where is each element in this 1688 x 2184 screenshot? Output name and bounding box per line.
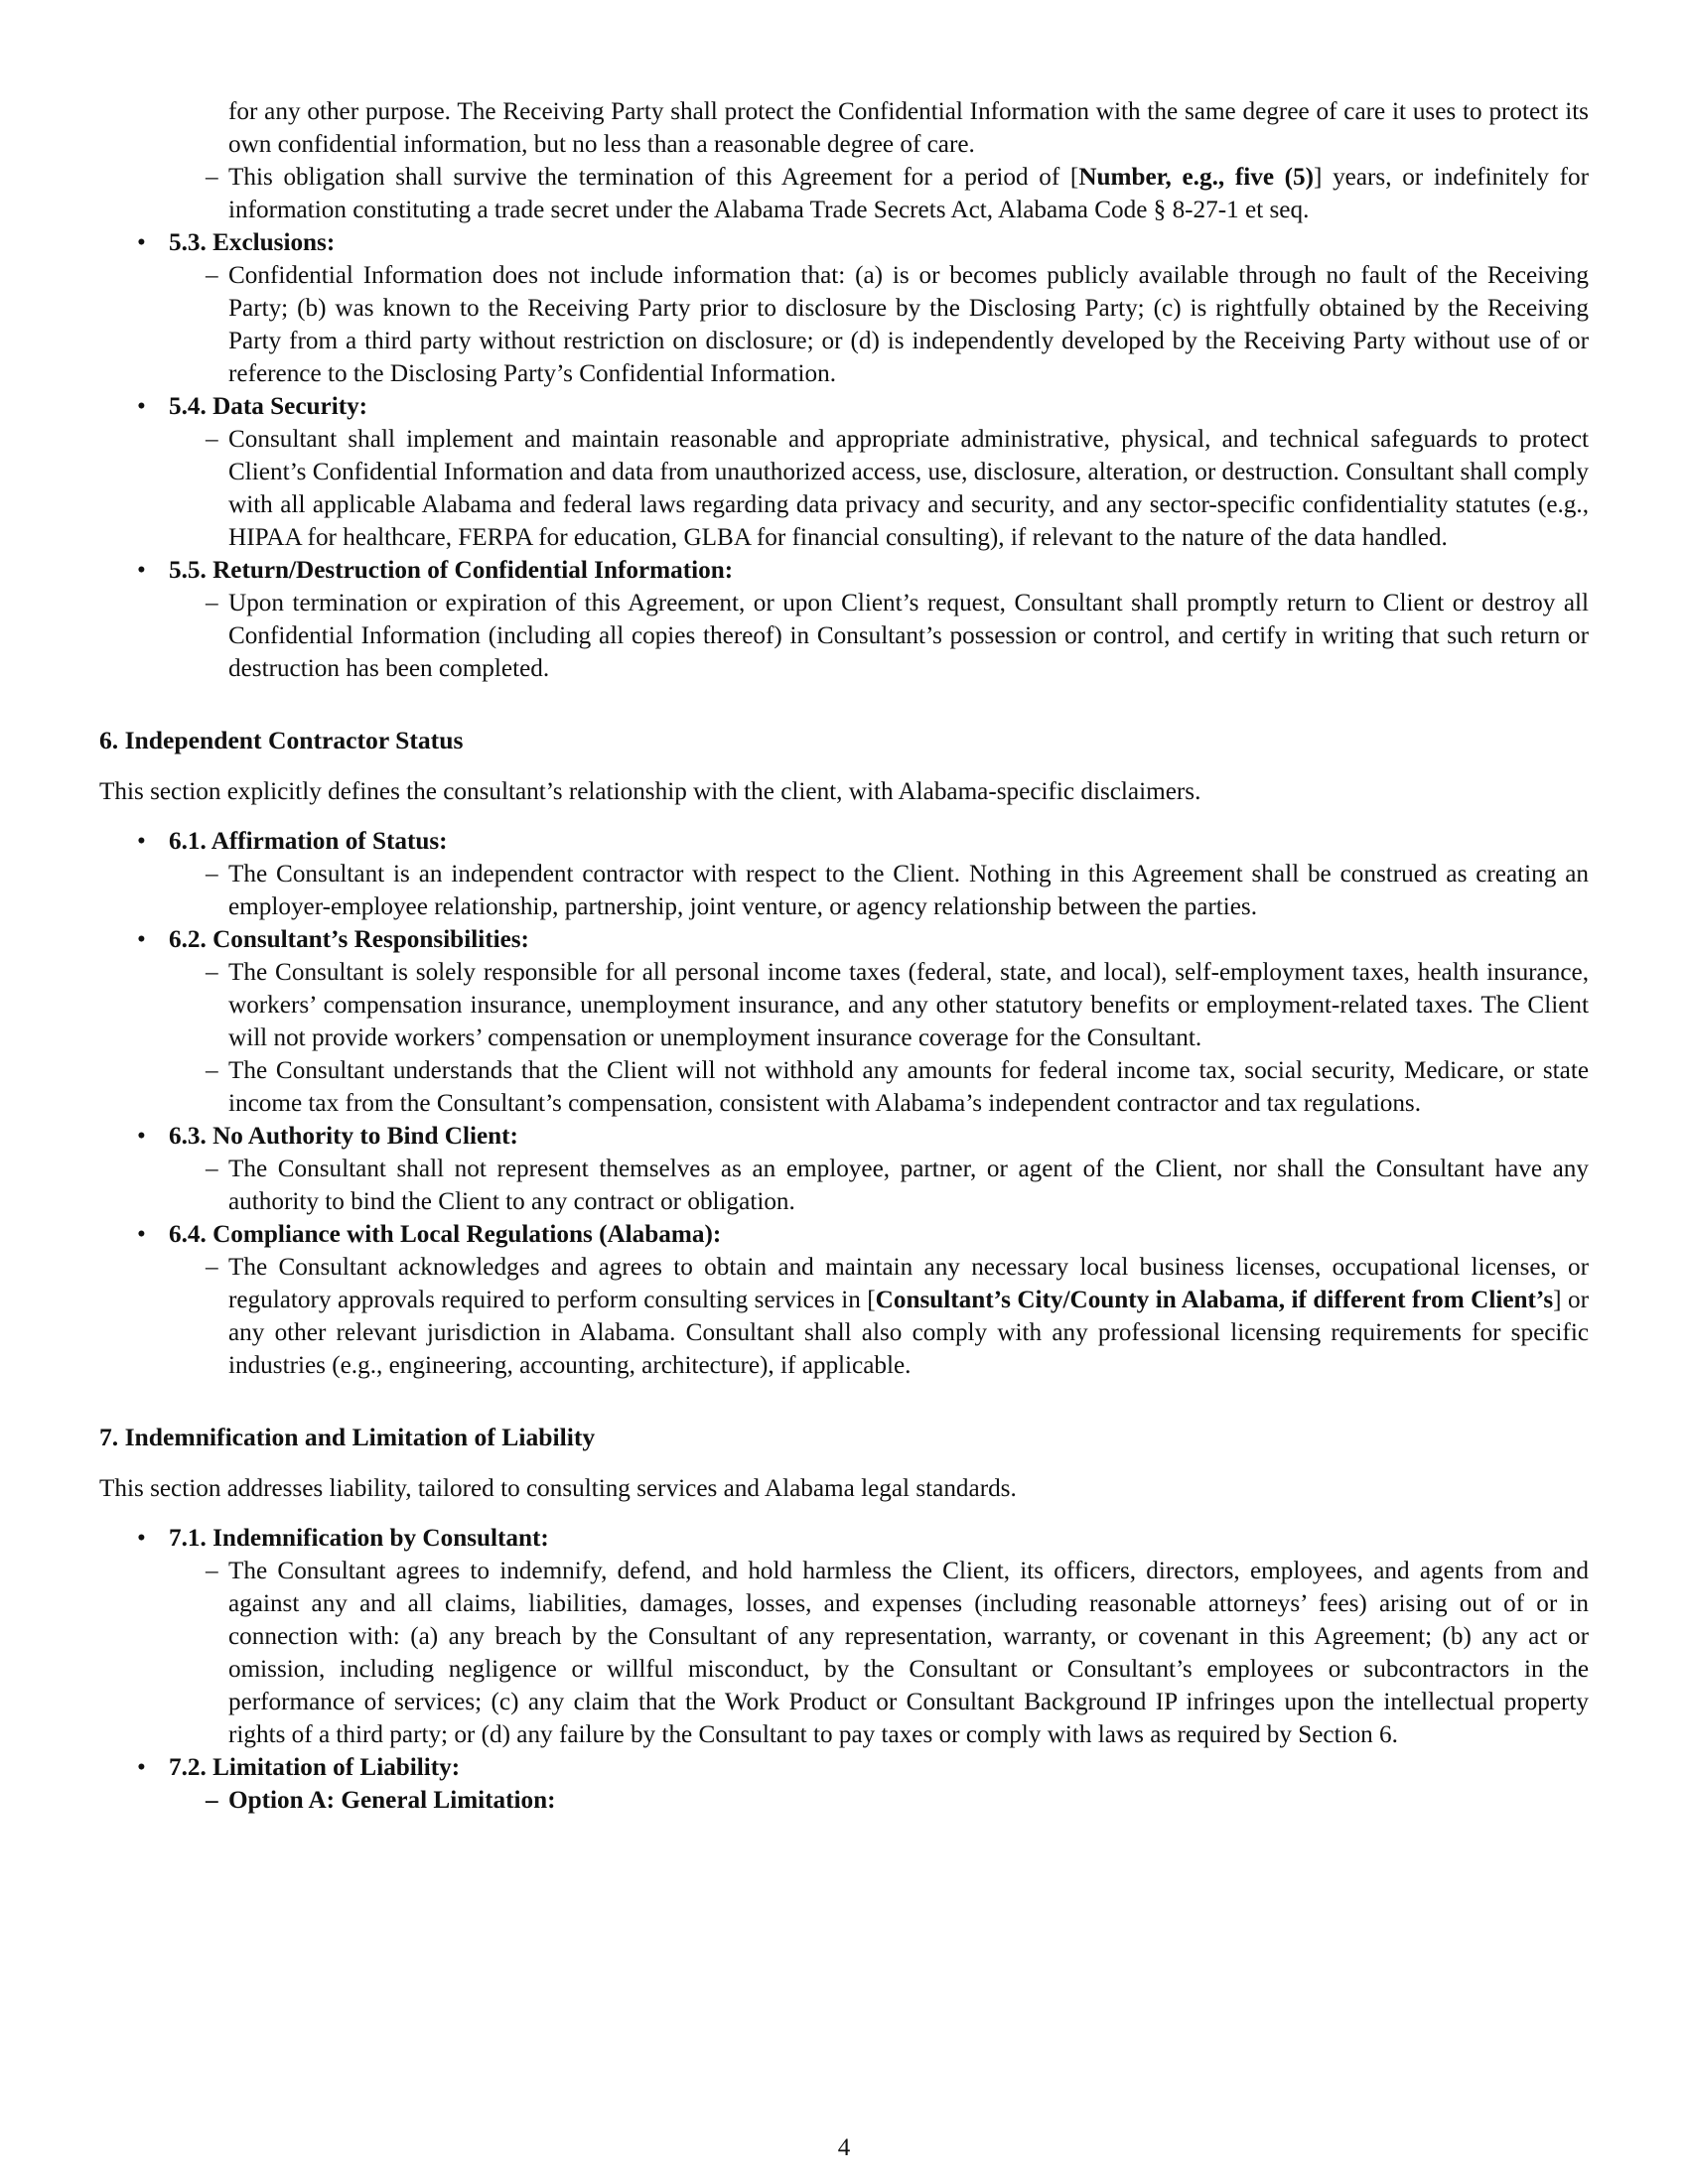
list-item-6-4: • 6.4. Compliance with Local Regulations (Alabama): – The Consultant acknowledges and agrees to obtain and maintain any necessary local business licenses, occupational licenses, or regulatory approvals required to perform consulting services in [Consultant’s City/County in Alabama, if different from Client’s] or any other relevant jurisdiction in Alabama. Consultant shall also comply with any professional licensing requirements for specific industries (e.g., engineering, accounting, architecture), if applicable. bbox=[99, 1218, 1589, 1382]
list-item: – This obligation shall survive the termination of this Agreement for a period of [Number, e.g., five (5)] years, or indefinitely for information constituting a trade secret under the Alabama Trade Secrets Act, Alabama Code § 8-27-1 et seq. bbox=[109, 161, 1589, 226]
list-item: – The Consultant agrees to indemnify, defend, and hold harmless the Client, its officers, directors, employees, and agents from and against any and all claims, liabilities, damages, losses, and expenses (including reasonable attorneys’ fees) arising out of or in connection with: (a) any breach by the Consultant of any representation, warranty, or covenant in this Agreement; (b) any act or omission, including negligence or willful misconduct, by the Consultant or Consultant’s employees or subcontractors in the performance of services; (c) any claim that the Work Product or Consultant Background IP infringes upon the intellectual property rights of a third party; or (d) any failure by the Consultant to pay taxes or comply with laws as required by Section 6. bbox=[109, 1555, 1589, 1751]
dash-marker: – bbox=[206, 426, 218, 453]
dash-marker: – bbox=[206, 1787, 218, 1814]
dash-marker: – bbox=[206, 1254, 218, 1281]
document-page bbox=[99, 95, 1589, 1817]
carryover-paragraph: for any other purpose. The Receiving Party shall protect the Confidential Information with the same degree of care it uses to protect its own confidential information, but no less than a reasonable degree of care. bbox=[228, 98, 1589, 158]
list-item: – The Consultant shall not represent themselves as an employee, partner, or agent of the Client, nor shall the Consultant have any authority to bind the Client to any contract or obligation. bbox=[109, 1153, 1589, 1218]
dash-marker: – bbox=[206, 1156, 218, 1182]
page-number: 4 bbox=[837, 2134, 851, 2161]
list-item-7-2: • 7.2. Limitation of Liability: – Option A: General Limitation: bbox=[99, 1751, 1589, 1817]
dash-marker: – bbox=[206, 262, 218, 289]
list-item: – Confidential Information does not include information that: (a) is or becomes publicly available through no fault of the Receiving Party; (b) was known to the Receiving Party prior to disclosure by the Disclosing Party; (c) is rightfully obtained by the Receiving Party from a third party without restriction on disclosure; or (d) is independently developed by the Receiving Party without use of or reference to the Disclosing Party’s Confidential Information. bbox=[109, 259, 1589, 390]
list-item-7-1: • 7.1. Indemnification by Consultant: – The Consultant agrees to indemnify, defend, and hold harmless the Client, its officers, directors, employees, and agents from and against any and all claims, liabilities, damages, losses, and expenses (including reasonable attorneys’ fees) arising out of or in connection with: (a) any breach by the Consultant of any representation, warranty, or covenant in this Agreement; (b) any act or omission, including negligence or willful misconduct, by the Consultant or Consultant’s employees or subcontractors in the performance of services; (c) any claim that the Work Product or Consultant Background IP infringes upon the intellectual property rights of a third party; or (d) any failure by the Consultant to pay taxes or comply with laws as required by Section 6. bbox=[99, 1522, 1589, 1751]
list-item: – The Consultant understands that the Client will not withhold any amounts for federal income tax, social security, Medicare, or state income tax from the Consultant’s compensation, consistent with Alabama’s independent contractor and tax regulations. bbox=[109, 1054, 1589, 1120]
dash-marker: – bbox=[206, 164, 218, 191]
carryover-dash-list bbox=[99, 161, 1589, 226]
list-item: – Consultant shall implement and maintain reasonable and appropriate administrative, physical, and technical safeguards to protect Client’s Confidential Information and data from unauthorized access, use, disclosure, alteration, or destruction. Consultant shall comply with all applicable Alabama and federal laws regarding data privacy and security, and any sector-specific confidentiality statutes (e.g., HIPAA for healthcare, FERPA for education, GLBA for financial consulting), if relevant to the nature of the data handled. bbox=[109, 423, 1589, 554]
list-item-5-4: • 5.4. Data Security: – Consultant shall implement and maintain reasonable and appropriate administrative, physical, and technical safeguards to protect Client’s Confidential Information and data from unauthorized access, use, disclosure, alteration, or destruction. Consultant shall comply with all applicable Alabama and federal laws regarding data privacy and security, and any sector-specific confidentiality statutes (e.g., HIPAA for healthcare, FERPA for education, GLBA for financial consulting), if relevant to the nature of the data handled. bbox=[99, 390, 1589, 554]
section-7-heading: 7. Indemnification and Limitation of Liability bbox=[99, 1423, 596, 1451]
section-6-heading: 6. Independent Contractor Status bbox=[99, 726, 464, 754]
dash-marker: – bbox=[206, 1558, 218, 1584]
section-7-list bbox=[99, 1522, 1589, 1817]
list-item: – Upon termination or expiration of this Agreement, or upon Client’s request, Consultant shall promptly return to Client or destroy all Confidential Information (including all copies thereof) in Consultant’s possession or control, and certify in writing that such return or destruction has been completed. bbox=[109, 587, 1589, 685]
dash-marker: – bbox=[206, 861, 218, 887]
list-item: – The Consultant is an independent contractor with respect to the Client. Nothing in this Agreement shall be construed as creating an employer-employee relationship, partnership, joint venture, or agency relationship between the parties. bbox=[109, 858, 1589, 923]
list-item: – The Consultant is solely responsible for all personal income taxes (federal, state, and local), self-employment taxes, health insurance, workers’ compensation insurance, unemployment insurance, and any other statutory benefits or employment-related taxes. The Client will not provide workers’ compensation or unemployment insurance coverage for the Consultant. bbox=[109, 956, 1589, 1054]
list-item: – Option A: General Limitation: bbox=[109, 1784, 1589, 1817]
section-6-list bbox=[99, 825, 1589, 1382]
section-5-list bbox=[99, 226, 1589, 685]
list-item-6-2: • 6.2. Consultant’s Responsibilities: – The Consultant is solely responsible for all personal income taxes (federal, state, and local), self-employment taxes, health insurance, workers’ compensation insurance, unemployment insurance, and any other statutory benefits or employment-related taxes. The Client will not provide workers’ compensation or unemployment insurance coverage for the Consultant. – The Consultant understands that the Client will not withhold any amounts for federal income tax, social security, Medicare, or state income tax from the Consultant’s compensation, consistent with Alabama’s independent contractor and tax regulations. bbox=[99, 923, 1589, 1120]
list-item-6-3: • 6.3. No Authority to Bind Client: – The Consultant shall not represent themselves as an employee, partner, or agent of the Client, nor shall the Consultant have any authority to bind the Client to any contract or obligation. bbox=[99, 1120, 1589, 1218]
dash-marker: – bbox=[206, 1057, 218, 1084]
section-6-intro: This section explicitly defines the consultant’s relationship with the client, with Alabama-specific disclaimers. bbox=[99, 778, 1201, 805]
dash-marker: – bbox=[206, 959, 218, 986]
section-7-intro: This section addresses liability, tailored to consulting services and Alabama legal standards. bbox=[99, 1475, 1017, 1502]
list-item-5-5: • 5.5. Return/Destruction of Confidential Information: – Upon termination or expiration of this Agreement, or upon Client’s request, Consultant shall promptly return to Client or destroy all Confidential Information (including all copies thereof) in Consultant’s possession or control, and certify in writing that such return or destruction has been completed. bbox=[99, 554, 1589, 685]
list-item-6-1: • 6.1. Affirmation of Status: – The Consultant is an independent contractor with respect to the Client. Nothing in this Agreement shall be construed as creating an employer-employee relationship, partnership, joint venture, or agency relationship between the parties. bbox=[99, 825, 1589, 923]
dash-marker: – bbox=[206, 590, 218, 616]
list-item-5-3: • 5.3. Exclusions: – Confidential Information does not include information that: (a) is or becomes publicly available through no fault of the Receiving Party; (b) was known to the Receiving Party prior to disclosure by the Disclosing Party; (c) is rightfully obtained by the Receiving Party from a third party without restriction on disclosure; or (d) is independently developed by the Receiving Party without use of or reference to the Disclosing Party’s Confidential Information. bbox=[99, 226, 1589, 390]
list-item: – The Consultant acknowledges and agrees to obtain and maintain any necessary local business licenses, occupational licenses, or regulatory approvals required to perform consulting services in [Consultant’s City/County in Alabama, if different from Client’s] or any other relevant jurisdiction in Alabama. Consultant shall also comply with any professional licensing requirements for specific industries (e.g., engineering, accounting, architecture), if applicable. bbox=[109, 1251, 1589, 1382]
